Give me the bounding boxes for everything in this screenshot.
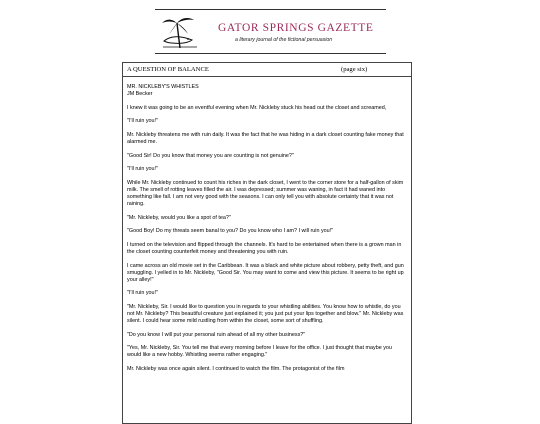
story-paragraph: Mr. Nickleby threatens me with ruin daily. It was the fact that he was hiding in a dark closet counting fake money that alarmed me. <box>127 131 404 145</box>
alligator-palm-icon <box>160 14 200 50</box>
masthead-bottom-rule <box>155 53 386 54</box>
masthead-top-rule <box>155 9 386 10</box>
story-paragraph: "I'll ruin you!" <box>127 290 158 297</box>
story-paragraph: I came across an old movie set in the Caribbean. It was a black and white picture about robbery, petty theft, and gun smuggling. I yelled in to Mr. Nickleby, "Good Sir. You may want to come and view this picture. It seems to be right up your alley!" <box>127 262 404 283</box>
story-paragraph: "I'll ruin you!" <box>127 166 158 173</box>
masthead-title: GATOR SPRINGS GAZETTE <box>218 22 374 34</box>
story-paragraph: "Do you know I will put your personal ruin ahead of all my other business?" <box>127 331 306 338</box>
masthead-subtitle: a literary journal of the fictional persuasion <box>235 37 333 43</box>
story-paragraph: "Mr. Nickleby, would you like a spot of tea?" <box>127 214 231 221</box>
story-paragraph: "Yes, Mr. Nickleby, Sir. You tell me that every morning before I leave for the office. I just thought that maybe you would like a new hobby. Whistling seems rather engaging." <box>127 345 392 359</box>
story-content <box>123 77 411 373</box>
page-label: (page six) <box>341 66 368 73</box>
story-paragraph: I turned on the television and flipped through the channels. It's hard to be entertained when there is a grown man in the closet counting counterfeit money and threatening you with ruin. <box>127 241 402 255</box>
story-panel <box>122 62 412 424</box>
story-paragraph: While Mr. Nickleby continued to count his riches in the dark closet, I went to the corner store for a half-gallon of skim milk. The smell of rotting leaves filled the air. I was depressed; summer was waning, in fact it had waned into something like fall. I am not very good with the seasons. I can only tell you with absolute certainty that it was not raining. <box>127 179 404 208</box>
story-paragraph: Mr. Nickleby was once again silent. I continued to watch the film. The protagonist of the film <box>127 365 345 372</box>
story-title: MR. NICKLEBY'S WHISTLES <box>127 84 199 90</box>
section-header <box>123 63 411 77</box>
story-paragraph: "I'll ruin you!" <box>127 118 158 125</box>
story-paragraph: "Good Boy! Do my threats seem banal to you? Do you know who I am? I will ruin you!" <box>127 228 334 235</box>
section-title: A QUESTION OF BALANCE <box>127 66 209 73</box>
story-paragraph: I knew it was going to be an eventful evening when Mr. Nickleby stuck his head out the closet and screamed, <box>127 104 387 111</box>
story-paragraph: "Mr. Nickleby, Sir. I would like to question you in regards to your whistling abilities. You know how to whistle, do you not Mr. Nickleby? This beautiful creature just explained it; you just put your lips together and blow." Mr. Nickleby was silent. I could hear some mild rustling from within the closet, some sort of shuffling. <box>127 303 404 325</box>
story-paragraph: "Good Sir! Do you know that money you are counting is not genuine?" <box>127 152 294 159</box>
story-author: JM Becker <box>127 91 153 98</box>
